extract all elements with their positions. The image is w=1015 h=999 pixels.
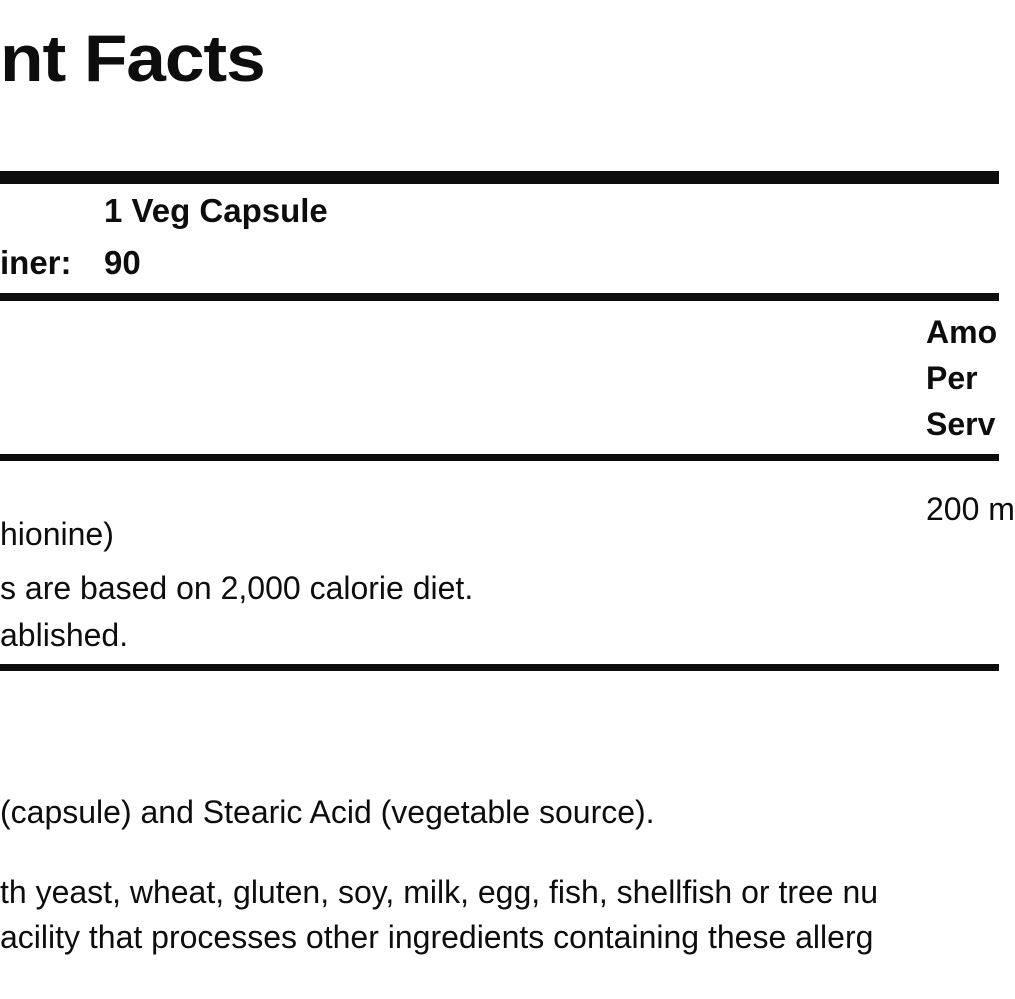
footnote-daily-value: s are based on 2,000 calorie diet. bbox=[0, 570, 474, 606]
ingredient-amount: 200 m bbox=[926, 491, 1015, 527]
allergen-statement-line1: th yeast, wheat, gluten, soy, milk, egg, fish, shellfish or tree nu bbox=[0, 874, 879, 910]
divider-header bbox=[0, 454, 999, 461]
servings-per-container-label: iner: bbox=[0, 244, 72, 281]
divider-bottom bbox=[0, 664, 999, 671]
serving-size-value: 1 Veg Capsule bbox=[104, 192, 328, 229]
servings-per-container-value: 90 bbox=[104, 244, 141, 281]
panel-title: nt Facts bbox=[0, 21, 265, 95]
amount-header-line3: Serv bbox=[926, 406, 996, 442]
divider-top bbox=[0, 171, 999, 184]
amount-header-line1: Amo bbox=[926, 314, 998, 350]
other-ingredients-text: (capsule) and Stearic Acid (vegetable source). bbox=[0, 794, 655, 830]
amount-header-line2: Per bbox=[926, 360, 978, 396]
ingredient-name: hionine) bbox=[0, 516, 114, 552]
footnote-not-established: ablished. bbox=[0, 617, 129, 653]
allergen-statement-line2: acility that processes other ingredients containing these allerg bbox=[0, 919, 874, 955]
divider-servings bbox=[0, 293, 999, 301]
